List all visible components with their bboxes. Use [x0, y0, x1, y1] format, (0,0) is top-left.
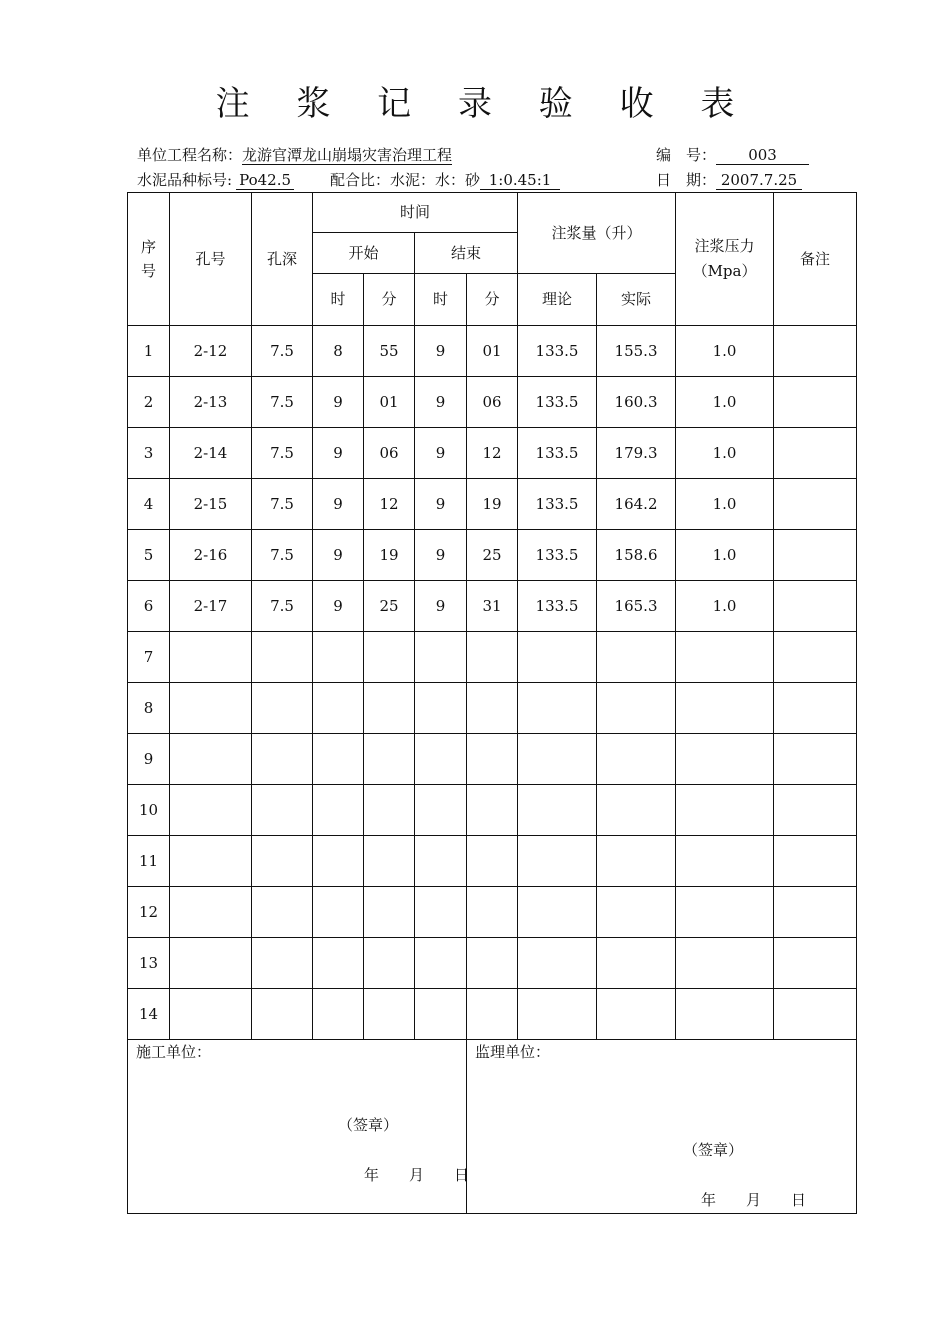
cell-em	[467, 887, 518, 938]
cell-sh	[313, 785, 364, 836]
cell-em	[467, 632, 518, 683]
cell-hole	[170, 734, 252, 785]
header-seq: 序号	[128, 193, 170, 326]
cell-hole	[170, 989, 252, 1040]
construction-unit-cell	[128, 1040, 470, 1214]
cell-remark	[774, 326, 857, 377]
cell-pressure: 1.0	[676, 530, 774, 581]
cell-pressure	[676, 938, 774, 989]
cell-hole	[170, 836, 252, 887]
cell-seq: 12	[128, 887, 170, 938]
cell-em: 01	[467, 326, 518, 377]
cell-depth: 7.5	[252, 479, 313, 530]
cell-sm	[364, 632, 415, 683]
cell-hole	[170, 683, 252, 734]
construction-seal: （签章）	[338, 1116, 399, 1134]
cell-actual: 158.6	[597, 530, 676, 581]
cell-sh: 9	[313, 581, 364, 632]
table-row	[128, 887, 857, 938]
cell-actual	[597, 734, 676, 785]
cell-remark	[774, 938, 857, 989]
number-value: 003	[716, 147, 809, 165]
header-start-min: 分	[364, 274, 415, 326]
cell-pressure	[676, 989, 774, 1040]
cell-em	[467, 734, 518, 785]
cell-sm: 25	[364, 581, 415, 632]
cell-pressure	[676, 632, 774, 683]
table-row	[128, 989, 857, 1040]
cell-em	[467, 683, 518, 734]
cell-eh	[415, 887, 467, 938]
cell-seq: 4	[128, 479, 170, 530]
header-start-hour: 时	[313, 274, 364, 326]
cell-sm	[364, 734, 415, 785]
cell-seq: 5	[128, 530, 170, 581]
cell-seq: 8	[128, 683, 170, 734]
cell-actual	[597, 989, 676, 1040]
cell-sm	[364, 785, 415, 836]
cell-hole: 2-16	[170, 530, 252, 581]
cell-theory	[518, 785, 597, 836]
header-pressure-label: 注浆压力	[694, 237, 755, 255]
cell-pressure: 1.0	[676, 377, 774, 428]
table-row	[128, 326, 857, 377]
header-volume: 注浆量（升）	[518, 193, 676, 274]
cell-pressure: 1.0	[676, 428, 774, 479]
table-row	[128, 530, 857, 581]
header-depth: 孔深	[252, 193, 313, 326]
cell-sh: 9	[313, 377, 364, 428]
cell-actual	[597, 683, 676, 734]
page-title: 注 浆 记 录 验 收 表	[215, 84, 753, 124]
cell-seq: 1	[128, 326, 170, 377]
cell-seq: 6	[128, 581, 170, 632]
construction-date: 年 月 日	[364, 1166, 470, 1184]
grouting-record-table	[127, 192, 857, 1214]
construction-unit-label: 施工单位：	[136, 1043, 212, 1061]
date-label: 日 期：	[656, 171, 717, 189]
cell-em	[467, 938, 518, 989]
header-time: 时间	[313, 193, 518, 233]
project-name-line	[137, 144, 452, 165]
cell-remark	[774, 785, 857, 836]
cell-eh	[415, 632, 467, 683]
cell-seq: 10	[128, 785, 170, 836]
cell-sm: 01	[364, 377, 415, 428]
header-end: 结束	[415, 233, 518, 274]
cell-sh	[313, 836, 364, 887]
mix-value: 1:0.45:1	[480, 172, 560, 190]
cell-hole: 2-17	[170, 581, 252, 632]
cell-pressure: 1.0	[676, 326, 774, 377]
cell-theory: 133.5	[518, 326, 597, 377]
cell-sh	[313, 683, 364, 734]
cell-hole: 2-14	[170, 428, 252, 479]
cell-sm	[364, 938, 415, 989]
header-pressure	[676, 193, 774, 326]
cell-hole	[170, 632, 252, 683]
cell-depth: 7.5	[252, 530, 313, 581]
cell-em: 31	[467, 581, 518, 632]
cell-depth	[252, 887, 313, 938]
cell-eh: 9	[415, 377, 467, 428]
cell-eh	[415, 989, 467, 1040]
cell-remark	[774, 632, 857, 683]
cell-em: 12	[467, 428, 518, 479]
cell-remark	[774, 428, 857, 479]
table-row	[128, 581, 857, 632]
cell-sm: 19	[364, 530, 415, 581]
cell-sm	[364, 887, 415, 938]
cell-theory	[518, 836, 597, 887]
table-row	[128, 428, 857, 479]
mix-label: 配合比：水泥：水：砂	[330, 171, 481, 189]
cell-actual: 179.3	[597, 428, 676, 479]
cell-seq: 11	[128, 836, 170, 887]
cell-pressure: 1.0	[676, 479, 774, 530]
cell-sm	[364, 683, 415, 734]
cell-remark	[774, 377, 857, 428]
cell-theory	[518, 989, 597, 1040]
cell-remark	[774, 479, 857, 530]
cell-theory: 133.5	[518, 581, 597, 632]
cell-eh: 9	[415, 530, 467, 581]
cement-label: 水泥品种标号:	[137, 171, 233, 189]
cell-depth: 7.5	[252, 581, 313, 632]
cell-hole: 2-12	[170, 326, 252, 377]
header-hole: 孔号	[170, 193, 252, 326]
header-end-min: 分	[467, 274, 518, 326]
cell-sh: 9	[313, 479, 364, 530]
cell-hole	[170, 887, 252, 938]
cell-remark	[774, 683, 857, 734]
cell-eh	[415, 836, 467, 887]
cell-eh	[415, 683, 467, 734]
cell-depth	[252, 938, 313, 989]
project-label: 单位工程名称：	[137, 146, 243, 164]
supervision-date: 年 月 日	[701, 1191, 807, 1209]
cell-sm	[364, 836, 415, 887]
header-theory: 理论	[518, 274, 597, 326]
cell-pressure	[676, 734, 774, 785]
cell-theory: 133.5	[518, 479, 597, 530]
cell-sm: 55	[364, 326, 415, 377]
cell-em: 06	[467, 377, 518, 428]
cell-em: 19	[467, 479, 518, 530]
supervision-seal: （签章）	[683, 1141, 744, 1159]
cell-depth: 7.5	[252, 326, 313, 377]
cell-pressure	[676, 836, 774, 887]
cell-depth	[252, 989, 313, 1040]
cell-seq: 7	[128, 632, 170, 683]
table-row	[128, 938, 857, 989]
cell-depth: 7.5	[252, 377, 313, 428]
cell-sh	[313, 989, 364, 1040]
cell-depth	[252, 683, 313, 734]
cell-seq: 9	[128, 734, 170, 785]
cell-depth	[252, 632, 313, 683]
cell-sh: 9	[313, 530, 364, 581]
table-row	[128, 836, 857, 887]
cell-actual: 160.3	[597, 377, 676, 428]
cell-actual: 165.3	[597, 581, 676, 632]
table-row	[128, 785, 857, 836]
cell-sh	[313, 938, 364, 989]
cell-remark	[774, 836, 857, 887]
cement-line	[137, 169, 294, 190]
cell-theory	[518, 683, 597, 734]
cell-sh	[313, 632, 364, 683]
cell-eh: 9	[415, 479, 467, 530]
table-row	[128, 734, 857, 785]
signature-row	[128, 1040, 857, 1214]
number-label: 编 号：	[656, 146, 717, 164]
cell-theory	[518, 938, 597, 989]
cell-eh	[415, 785, 467, 836]
cell-theory	[518, 734, 597, 785]
cell-hole	[170, 785, 252, 836]
table-row	[128, 479, 857, 530]
cell-remark	[774, 989, 857, 1040]
cell-theory	[518, 632, 597, 683]
cell-theory: 133.5	[518, 530, 597, 581]
cell-eh	[415, 938, 467, 989]
date-value: 2007.7.25	[716, 172, 802, 190]
cell-sm: 06	[364, 428, 415, 479]
cell-sh	[313, 887, 364, 938]
cell-sh: 8	[313, 326, 364, 377]
table-row	[128, 683, 857, 734]
date-line	[656, 169, 802, 190]
cell-remark	[774, 734, 857, 785]
project-name: 龙游官潭龙山崩塌灾害治理工程	[242, 146, 453, 164]
header-pressure-unit: （Mpa）	[692, 262, 757, 280]
cell-sm	[364, 989, 415, 1040]
cell-pressure: 1.0	[676, 581, 774, 632]
header-end-hour: 时	[415, 274, 467, 326]
supervision-unit-label: 监理单位：	[475, 1043, 551, 1061]
cell-depth	[252, 836, 313, 887]
cell-seq: 14	[128, 989, 170, 1040]
cell-seq: 3	[128, 428, 170, 479]
cell-actual	[597, 938, 676, 989]
cell-depth: 7.5	[252, 428, 313, 479]
cell-em	[467, 836, 518, 887]
cell-hole: 2-13	[170, 377, 252, 428]
cell-eh: 9	[415, 326, 467, 377]
cell-em	[467, 785, 518, 836]
cell-eh	[415, 734, 467, 785]
cell-hole	[170, 938, 252, 989]
header-actual: 实际	[597, 274, 676, 326]
cell-theory	[518, 887, 597, 938]
header-start: 开始	[313, 233, 415, 274]
table-row	[128, 377, 857, 428]
cell-actual: 155.3	[597, 326, 676, 377]
cell-actual	[597, 836, 676, 887]
supervision-unit-cell	[467, 1040, 857, 1214]
cell-theory: 133.5	[518, 428, 597, 479]
cell-depth	[252, 785, 313, 836]
mix-line	[330, 169, 560, 190]
cell-pressure	[676, 785, 774, 836]
cell-remark	[774, 581, 857, 632]
cell-actual	[597, 632, 676, 683]
cement-value: Po42.5	[236, 172, 294, 190]
cell-seq: 13	[128, 938, 170, 989]
cell-sh: 9	[313, 428, 364, 479]
cell-theory: 133.5	[518, 377, 597, 428]
cell-em: 25	[467, 530, 518, 581]
cell-sh	[313, 734, 364, 785]
cell-hole: 2-15	[170, 479, 252, 530]
cell-remark	[774, 887, 857, 938]
cell-actual	[597, 785, 676, 836]
cell-pressure	[676, 887, 774, 938]
table-row	[128, 632, 857, 683]
cell-eh: 9	[415, 581, 467, 632]
cell-sm: 12	[364, 479, 415, 530]
cell-actual	[597, 887, 676, 938]
cell-depth	[252, 734, 313, 785]
cell-remark	[774, 530, 857, 581]
cell-pressure	[676, 683, 774, 734]
cell-em	[467, 989, 518, 1040]
number-line	[656, 144, 809, 165]
cell-seq: 2	[128, 377, 170, 428]
cell-actual: 164.2	[597, 479, 676, 530]
header-remark: 备注	[774, 193, 857, 326]
cell-eh: 9	[415, 428, 467, 479]
